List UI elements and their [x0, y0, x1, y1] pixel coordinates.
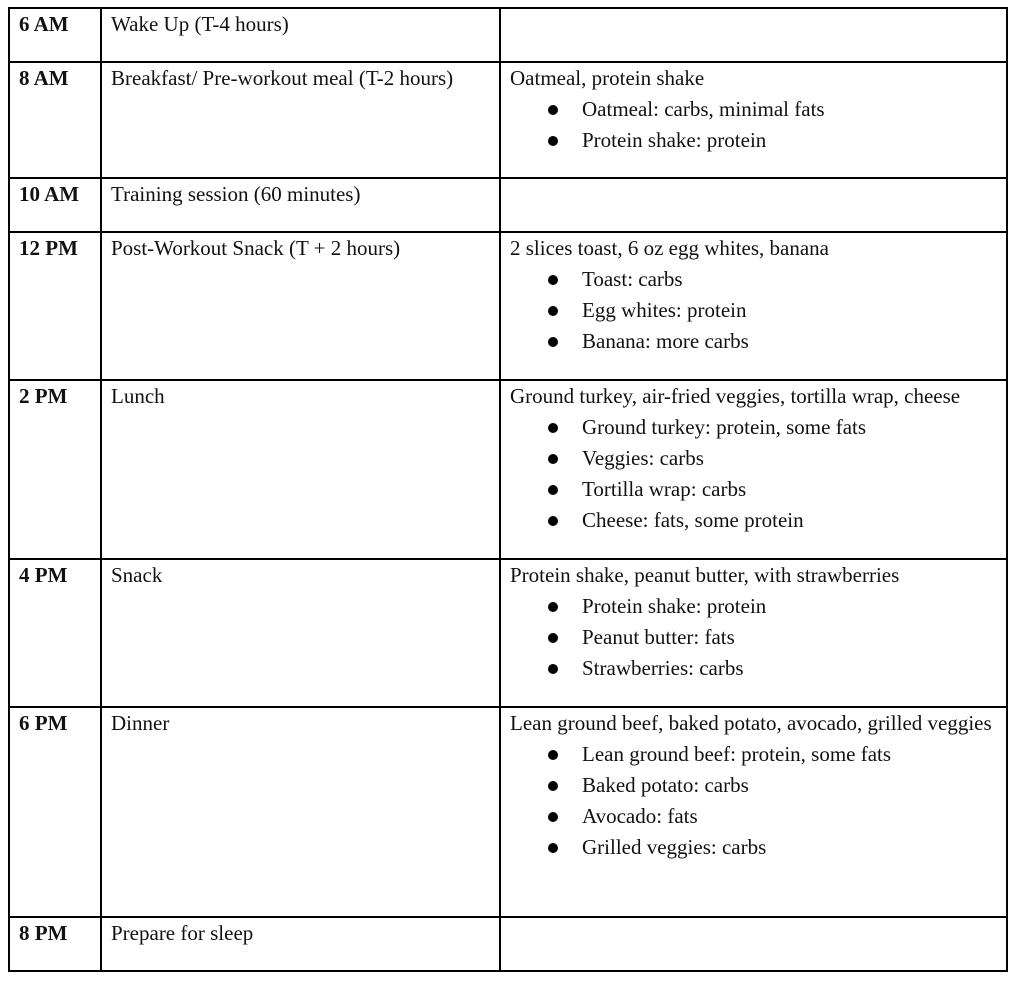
list-item: Veggies: carbs [510, 443, 998, 474]
time-cell: 12 PM [9, 232, 101, 380]
table-row [9, 559, 1007, 707]
list-item: Peanut butter: fats [510, 622, 998, 653]
meal-description: Oatmeal, protein shake [510, 66, 705, 90]
meal-description: 2 slices toast, 6 oz egg whites, banana [510, 236, 829, 260]
activity-cell: Prepare for sleep [101, 917, 500, 971]
macro-list [510, 412, 998, 536]
table-row [9, 707, 1007, 917]
meal-schedule-table [8, 7, 1008, 972]
table-row [9, 62, 1007, 178]
table-row [9, 380, 1007, 559]
list-item: Lean ground beef: protein, some fats [510, 739, 998, 770]
list-item: Baked potato: carbs [510, 770, 998, 801]
activity-cell: Breakfast/ Pre-workout meal (T-2 hours) [101, 62, 500, 178]
list-item: Egg whites: protein [510, 295, 998, 326]
list-item: Oatmeal: carbs, minimal fats [510, 94, 998, 125]
list-item: Avocado: fats [510, 801, 998, 832]
list-item: Cheese: fats, some protein [510, 505, 998, 536]
time-cell: 4 PM [9, 559, 101, 707]
time-cell: 8 AM [9, 62, 101, 178]
table-row [9, 8, 1007, 62]
macro-list [510, 264, 998, 357]
meal-cell [500, 8, 1007, 62]
macro-list [510, 94, 998, 156]
meal-cell [500, 232, 1007, 380]
table-row [9, 917, 1007, 971]
time-cell: 6 AM [9, 8, 101, 62]
list-item: Protein shake: protein [510, 591, 998, 622]
time-cell: 6 PM [9, 707, 101, 917]
meal-cell [500, 707, 1007, 917]
table-row [9, 178, 1007, 232]
time-cell: 10 AM [9, 178, 101, 232]
meal-description: Lean ground beef, baked potato, avocado, grilled veggies [510, 711, 992, 735]
meal-cell [500, 917, 1007, 971]
activity-cell: Dinner [101, 707, 500, 917]
macro-list [510, 739, 998, 863]
activity-cell: Wake Up (T-4 hours) [101, 8, 500, 62]
list-item: Strawberries: carbs [510, 653, 998, 684]
list-item: Tortilla wrap: carbs [510, 474, 998, 505]
list-item: Protein shake: protein [510, 125, 998, 156]
activity-cell: Training session (60 minutes) [101, 178, 500, 232]
list-item: Ground turkey: protein, some fats [510, 412, 998, 443]
list-item: Banana: more carbs [510, 326, 998, 357]
macro-list [510, 591, 998, 684]
meal-cell [500, 559, 1007, 707]
meal-cell [500, 178, 1007, 232]
table-row [9, 232, 1007, 380]
list-item: Toast: carbs [510, 264, 998, 295]
schedule-document [8, 7, 1008, 972]
time-cell: 8 PM [9, 917, 101, 971]
activity-cell: Lunch [101, 380, 500, 559]
meal-description: Ground turkey, air-fried veggies, tortilla wrap, cheese [510, 384, 961, 408]
activity-cell: Snack [101, 559, 500, 707]
list-item: Grilled veggies: carbs [510, 832, 998, 863]
meal-cell [500, 380, 1007, 559]
meal-cell [500, 62, 1007, 178]
activity-cell: Post-Workout Snack (T + 2 hours) [101, 232, 500, 380]
meal-description: Protein shake, peanut butter, with strawberries [510, 563, 900, 587]
time-cell: 2 PM [9, 380, 101, 559]
